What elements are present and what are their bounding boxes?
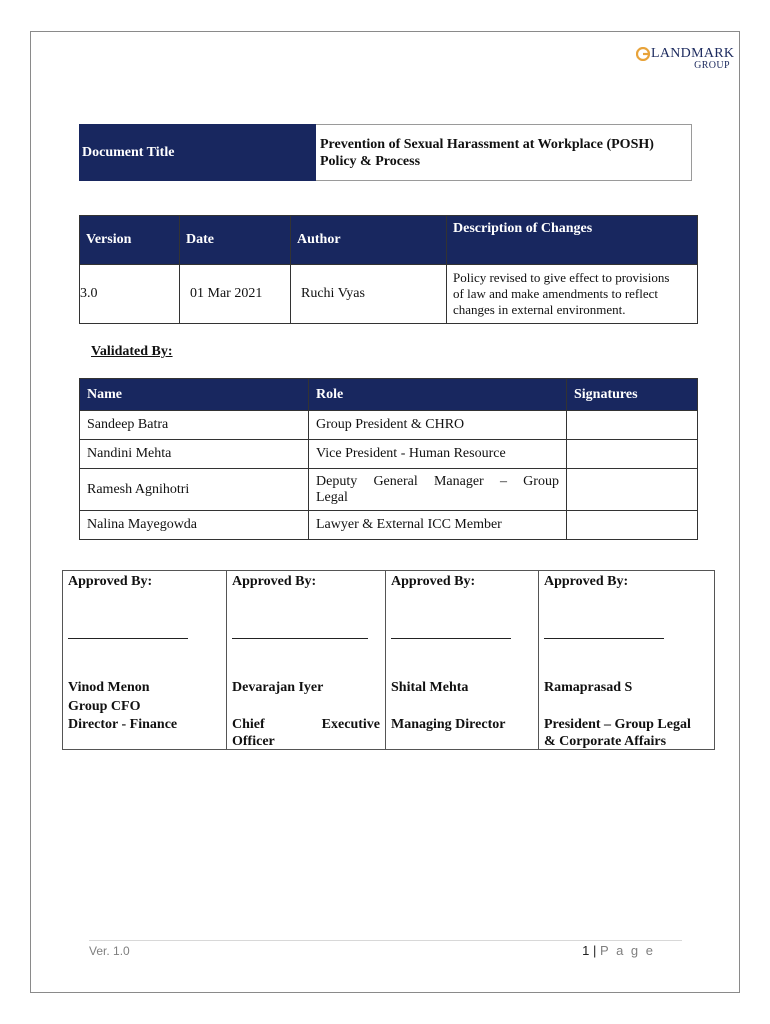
signature-line [232, 638, 368, 639]
date-value: 01 Mar 2021 [180, 265, 291, 324]
author-value: Ruchi Vyas [291, 265, 447, 324]
approver-name: Vinod Menon [68, 680, 150, 695]
footer-version: Ver. 1.0 [89, 944, 130, 958]
header-author: Author [291, 216, 447, 265]
header-description: Description of Changes [447, 216, 698, 265]
approver-designation: Group CFO [68, 699, 141, 714]
signature-cell [567, 511, 698, 540]
table-row [80, 469, 698, 511]
validator-role: Group President & CHRO [309, 411, 567, 440]
approver-designation: Managing Director [391, 717, 506, 732]
signature-cell [567, 469, 698, 511]
validated-by-table [79, 378, 698, 540]
signature-line [68, 638, 188, 639]
approved-by-label: Approved By: [232, 574, 317, 589]
header-signatures: Signatures [567, 379, 698, 411]
validated-by-heading: Validated By: [91, 344, 173, 359]
validator-name: Nalina Mayegowda [80, 511, 309, 540]
approved-by-label: Approved By: [544, 574, 629, 589]
header-date: Date [180, 216, 291, 265]
validator-name: Nandini Mehta [80, 440, 309, 469]
signature-cell [567, 440, 698, 469]
role-word: Group [523, 473, 559, 489]
logo-subtitle: GROUP [694, 60, 730, 71]
document-title-table [79, 124, 692, 181]
approver-designation: Director - Finance [68, 717, 178, 732]
approved-by-label: Approved By: [391, 574, 476, 589]
document-title-value [316, 125, 692, 181]
designation-word: Executive [321, 717, 380, 732]
approval-cell [63, 571, 227, 750]
approval-table [62, 570, 715, 750]
description-line: Policy revised to give effect to provisions [453, 270, 670, 285]
company-logo [636, 45, 735, 73]
description-line: of law and make amendments to reflect [453, 286, 659, 301]
landmark-logo-icon [636, 47, 650, 61]
description-line: changes in external environment. [453, 302, 626, 317]
approver-name: Devarajan Iyer [232, 680, 324, 695]
approval-cell [386, 571, 539, 750]
approval-cell [227, 571, 386, 750]
approver-name: Ramaprasad S [544, 680, 633, 695]
header-name: Name [80, 379, 309, 411]
table-row [80, 511, 698, 540]
signature-line [544, 638, 664, 639]
version-value: 3.0 [80, 265, 180, 324]
version-history-table [79, 215, 698, 324]
validator-name: Sandeep Batra [80, 411, 309, 440]
validator-role: Vice President - Human Resource [309, 440, 567, 469]
role-line: Legal [316, 489, 348, 505]
role-word: Deputy [316, 473, 358, 489]
validator-role [309, 469, 567, 511]
document-title-label: Document Title [80, 125, 316, 181]
header-version: Version [80, 216, 180, 265]
description-value [447, 265, 698, 324]
role-line [316, 474, 559, 490]
approved-by-label: Approved By: [68, 574, 153, 589]
approver-name: Shital Mehta [391, 680, 469, 695]
page-label: P a g e [600, 943, 655, 958]
role-word: Manager [433, 473, 484, 489]
validator-name: Ramesh Agnihotri [80, 469, 309, 511]
footer-page-number [582, 943, 655, 958]
header-role: Role [309, 379, 567, 411]
table-row [80, 440, 698, 469]
approver-designation: Officer [232, 734, 275, 749]
approver-designation: & Corporate Affairs [544, 734, 667, 749]
document-title-line: Policy & Process [320, 153, 421, 169]
table-row [80, 411, 698, 440]
approval-cell [539, 571, 715, 750]
page-number: 1 [582, 943, 590, 958]
signature-cell [567, 411, 698, 440]
footer-divider [89, 940, 682, 941]
designation-word: Chief [232, 717, 265, 732]
designation-line [232, 716, 380, 733]
signature-line [391, 638, 511, 639]
validator-role: Lawyer & External ICC Member [309, 511, 567, 540]
role-word: General [373, 473, 418, 489]
approver-designation [232, 716, 380, 733]
role-word: – [499, 473, 507, 489]
page-separator: | [593, 943, 597, 958]
logo-wordmark: LANDMARK [651, 46, 735, 61]
approver-designation: President – Group Legal [544, 717, 691, 732]
document-title-line: Prevention of Sexual Harassment at Workplace (POSH) [320, 136, 654, 152]
